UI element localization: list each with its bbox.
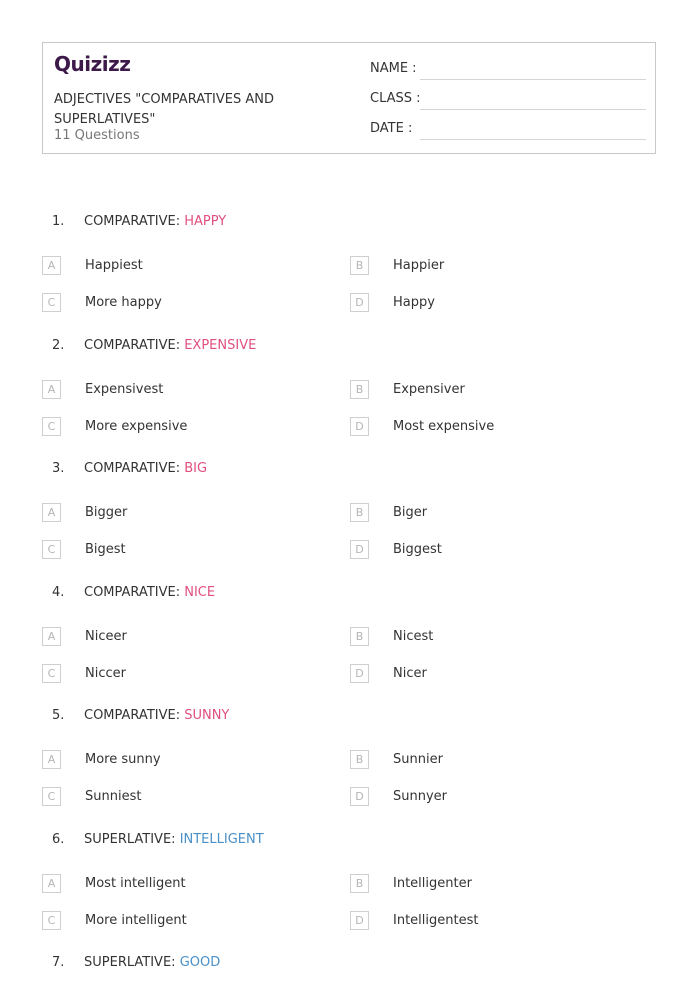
option-text: More happy [85,295,162,310]
question-row [52,585,215,600]
question-number: 4. [52,584,65,600]
option-text: More expensive [85,418,188,434]
option-text: Niccer [85,665,126,681]
question-row [52,708,229,723]
option-letter-box[interactable]: B [350,503,369,522]
question-row [52,832,264,847]
question-keyword: BIG [184,461,208,476]
question-keyword: SUNNY [184,708,230,723]
question-keyword: GOOD [179,955,221,970]
option-letter-box[interactable]: A [42,503,61,522]
question-prefix: SUPERLATIVE: [84,955,176,970]
option-letter-box[interactable]: C [42,293,61,312]
date-label: DATE : [370,121,413,136]
option-letter-box[interactable]: B [350,256,369,275]
option-text: Expensiver [393,381,465,397]
option-letter-box[interactable]: A [42,874,61,893]
option-text: More sunny [85,752,161,767]
option-text: Sunnier [393,752,443,767]
option-letter-box[interactable]: D [350,787,369,806]
option-letter-box[interactable]: D [350,293,369,312]
option-text: Sunnyer [393,789,448,804]
question-number: 5. [52,708,65,723]
option-letter-box[interactable]: A [42,256,61,275]
worksheet-title: ADJECTIVES "COMPARATIVES AND SUPERLATIVES" [54,92,274,127]
option-letter-box[interactable]: C [42,664,61,683]
option-letter-box[interactable]: A [42,750,61,769]
option-letter-box[interactable]: A [42,627,61,646]
quizizz-logo: Quizizz [54,52,131,76]
option-letter-box[interactable]: C [42,540,61,559]
option-letter-box[interactable]: C [42,911,61,930]
question-number: 3. [52,461,65,476]
name-line[interactable] [420,79,646,80]
option-letter-box[interactable]: B [350,874,369,893]
question-number: 7. [52,955,65,970]
option-text: Happy [393,295,435,310]
question-prefix: COMPARATIVE: [84,461,181,476]
question-keyword: EXPENSIVE [184,337,257,353]
date-line[interactable] [420,139,646,140]
option-text: Niceer [85,628,127,644]
option-letter-box[interactable]: D [350,911,369,930]
name-label: NAME : [370,61,417,76]
option-text: Intelligentest [393,912,479,928]
question-number: 2. [52,337,65,353]
option-text: Biger [393,505,428,520]
option-text: Most intelligent [85,875,186,891]
option-text: Expensivest [85,381,164,397]
question-count: 11 Questions [54,128,140,143]
question-prefix: COMPARATIVE: [84,708,181,723]
option-text: Intelligenter [393,875,472,891]
option-letter-box[interactable]: D [350,417,369,436]
question-row [52,338,256,353]
class-label: CLASS : [370,91,421,106]
option-text: Happiest [85,258,143,273]
option-text: Nicest [393,628,434,644]
question-row [52,214,226,229]
option-letter-box[interactable]: D [350,664,369,683]
question-row [52,955,220,970]
question-number: 1. [52,214,65,229]
question-prefix: SUPERLATIVE: [84,831,176,847]
option-letter-box[interactable]: C [42,417,61,436]
option-letter-box[interactable]: B [350,380,369,399]
question-keyword: INTELLIGENT [179,831,264,847]
question-keyword: HAPPY [184,214,227,229]
option-letter-box[interactable]: A [42,380,61,399]
question-prefix: COMPARATIVE: [84,584,181,600]
option-letter-box[interactable]: B [350,627,369,646]
worksheet-header [42,42,656,154]
option-text: Nicer [393,665,427,681]
question-keyword: NICE [184,584,216,600]
question-prefix: COMPARATIVE: [84,214,181,229]
question-row [52,461,207,476]
option-letter-box[interactable]: C [42,787,61,806]
option-text: Bigest [85,542,126,557]
option-letter-box[interactable]: B [350,750,369,769]
option-text: More intelligent [85,912,187,928]
question-number: 6. [52,831,65,847]
option-text: Biggest [393,542,442,557]
option-text: Sunniest [85,789,142,804]
class-line[interactable] [420,109,646,110]
option-text: Most expensive [393,418,495,434]
option-text: Happier [393,258,445,273]
option-letter-box[interactable]: D [350,540,369,559]
option-text: Bigger [85,505,128,520]
question-prefix: COMPARATIVE: [84,337,181,353]
